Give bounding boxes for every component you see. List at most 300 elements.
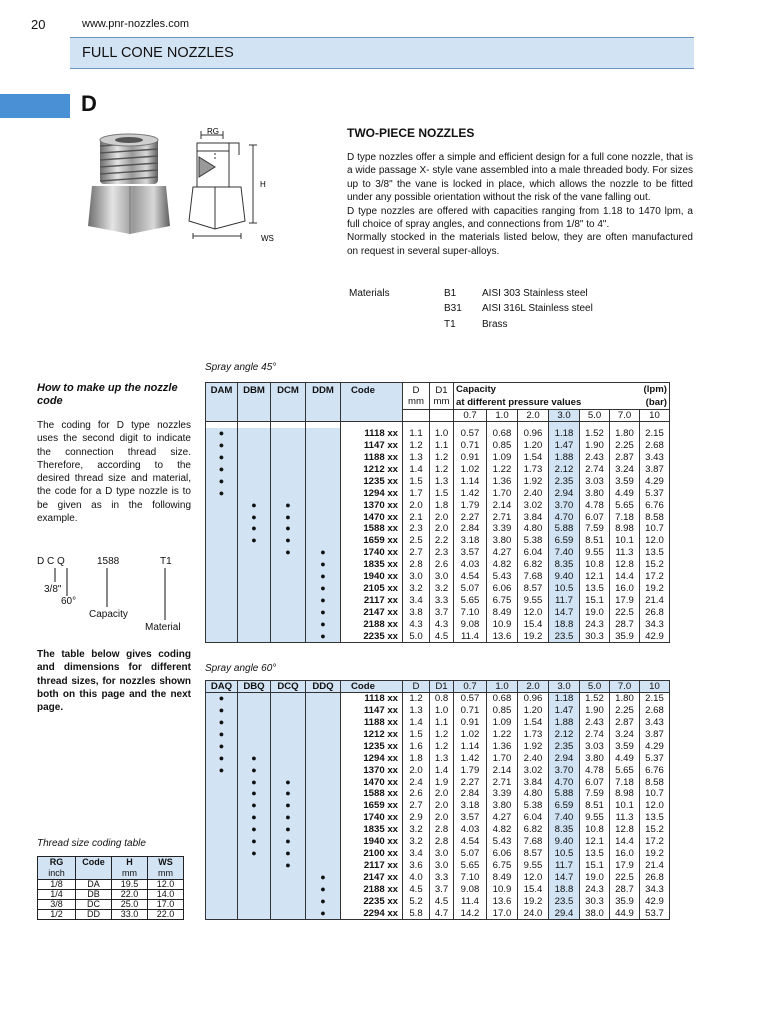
capacity-value: 6.06 [487, 583, 518, 595]
capacity-value: 7.68 [518, 836, 549, 848]
capacity-value: 0.57 [454, 693, 487, 705]
capacity-value: 0.57 [454, 428, 487, 440]
website-url[interactable]: www.pnr-nozzles.com [82, 18, 189, 30]
capacity-value: 1.14 [454, 475, 487, 487]
capacity-value: 23.5 [549, 895, 580, 907]
dimension-d: 5.0 [403, 630, 430, 642]
availability-dot [238, 428, 271, 440]
capacity-value: 1.02 [454, 728, 487, 740]
pressure-header: 3.0 [549, 681, 580, 693]
capacity-value: 10.8 [580, 559, 610, 571]
capacity-value: 4.80 [518, 788, 549, 800]
capacity-value: 5.37 [640, 752, 670, 764]
capacity-value: 4.03 [454, 824, 487, 836]
capacity-value: 1.18 [549, 693, 580, 705]
capacity-value: 6.82 [518, 559, 549, 571]
thread-cell: 1/4 [38, 890, 76, 900]
dimension-d: 3.4 [403, 848, 430, 860]
availability-dot [238, 547, 271, 559]
availability-dot [306, 776, 341, 788]
capacity-value: 15.1 [580, 860, 610, 872]
thread-table-title: Thread size coding table [37, 838, 146, 849]
pressure-header: 2.0 [518, 410, 549, 422]
dimension-d1: 2.0 [430, 812, 454, 824]
availability-dot [238, 884, 271, 896]
blank-header [403, 410, 430, 422]
dimension-d: 1.5 [403, 475, 430, 487]
capacity-value: 3.84 [518, 776, 549, 788]
materials-label: Materials [349, 288, 390, 299]
nozzle-code: 2100 xx [341, 848, 403, 860]
nozzle-code: 2188 xx [341, 619, 403, 631]
thread-cell: 12.0 [148, 880, 184, 890]
availability-dot [206, 595, 238, 607]
capacity-value: 4.27 [487, 547, 518, 559]
capacity-value: 3.03 [580, 740, 610, 752]
capacity-value: 13.5 [640, 812, 670, 824]
availability-dot [206, 559, 238, 571]
availability-dot: ● [306, 595, 341, 607]
capacity-value: 6.76 [640, 499, 670, 511]
capacity-value: 8.98 [610, 788, 640, 800]
table-row [206, 451, 670, 463]
capacity-value: 21.4 [640, 860, 670, 872]
capacity-value: 5.43 [487, 836, 518, 848]
description-text [347, 151, 693, 258]
availability-dot [271, 428, 306, 440]
page-number: 20 [31, 17, 46, 32]
capacity-value: 13.5 [580, 583, 610, 595]
capacity-value: 42.9 [640, 630, 670, 642]
capacity-value: 7.10 [454, 872, 487, 884]
capacity-value: 2.87 [610, 451, 640, 463]
capacity-value: 6.59 [549, 535, 580, 547]
availability-dot [271, 559, 306, 571]
availability-dot [238, 439, 271, 451]
availability-dot: ● [238, 535, 271, 547]
capacity-value: 14.7 [549, 872, 580, 884]
dimension-d1: 1.5 [430, 487, 454, 499]
availability-dot: ● [206, 704, 238, 716]
capacity-value: 1.79 [454, 499, 487, 511]
capacity-value: 1.22 [487, 463, 518, 475]
capacity-value: 1.47 [549, 439, 580, 451]
section-header-bar [70, 37, 694, 69]
spray-angle-45-label: Spray angle 45° [205, 362, 277, 373]
availability-dot: ● [206, 740, 238, 752]
nozzle-code: 1588 xx [341, 788, 403, 800]
header-dcq: DCQ [271, 681, 306, 693]
capacity-value: 10.9 [487, 884, 518, 896]
availability-dot [238, 716, 271, 728]
nozzle-code: 1470 xx [341, 776, 403, 788]
dimension-d: 2.9 [403, 812, 430, 824]
dimension-d: 1.3 [403, 451, 430, 463]
capacity-value: 3.18 [454, 535, 487, 547]
dimension-d1: 3.7 [430, 884, 454, 896]
availability-dot: ● [206, 487, 238, 499]
capacity-value: 10.8 [580, 824, 610, 836]
capacity-value: 8.98 [610, 523, 640, 535]
availability-dot: ● [238, 511, 271, 523]
capacity-value: 9.55 [580, 812, 610, 824]
capacity-value: 3.39 [487, 788, 518, 800]
capacity-value: 0.91 [454, 716, 487, 728]
capacity-value: 8.57 [518, 848, 549, 860]
header-dbq: DBQ [238, 681, 271, 693]
availability-dot: ● [306, 872, 341, 884]
availability-dot [238, 475, 271, 487]
capacity-value: 14.4 [610, 836, 640, 848]
availability-dot [306, 439, 341, 451]
dimension-d: 3.2 [403, 836, 430, 848]
capacity-value: 21.4 [640, 595, 670, 607]
capacity-value: 2.74 [580, 463, 610, 475]
availability-dot: ● [271, 788, 306, 800]
capacity-value: 2.27 [454, 511, 487, 523]
material-name: AISI 303 Stainless steel [482, 288, 588, 299]
capacity-value: 9.55 [518, 860, 549, 872]
capacity-value: 1.36 [487, 740, 518, 752]
table-row [206, 872, 670, 884]
capacity-value: 8.58 [640, 776, 670, 788]
capacity-value: 5.07 [454, 583, 487, 595]
capacity-value: 4.03 [454, 559, 487, 571]
capacity-value: 11.3 [610, 547, 640, 559]
thread-cell: DC [76, 900, 112, 910]
availability-dot [306, 752, 341, 764]
capacity-value: 0.68 [487, 428, 518, 440]
availability-dot [306, 728, 341, 740]
capacity-value: 13.6 [487, 895, 518, 907]
capacity-value: 4.54 [454, 836, 487, 848]
thread-cell: DD [76, 910, 112, 920]
thread-cell: 14.0 [148, 890, 184, 900]
table-row [206, 693, 670, 705]
capacity-value: 2.87 [610, 716, 640, 728]
availability-dot [271, 716, 306, 728]
availability-dot [271, 728, 306, 740]
capacity-value: 4.54 [454, 571, 487, 583]
nozzle-code: 1188 xx [341, 716, 403, 728]
capacity-value: 2.35 [549, 475, 580, 487]
nozzle-code: 2117 xx [341, 860, 403, 872]
capacity-value: 2.68 [640, 439, 670, 451]
availability-dot [238, 595, 271, 607]
pressure-header: 10 [640, 410, 670, 422]
capacity-value: 15.2 [640, 824, 670, 836]
thread-size-table [37, 856, 184, 920]
nozzle-code: 1294 xx [341, 487, 403, 499]
availability-dot [271, 740, 306, 752]
capacity-value: 6.82 [518, 824, 549, 836]
table-row [206, 740, 670, 752]
capacity-value: 2.27 [454, 776, 487, 788]
table-row [206, 836, 670, 848]
availability-dot [271, 884, 306, 896]
availability-dot: ● [271, 860, 306, 872]
availability-dot [206, 836, 238, 848]
availability-dot: ● [206, 693, 238, 705]
pressure-header: 3.0 [549, 410, 580, 422]
capacity-value: 6.07 [580, 511, 610, 523]
capacity-value: 4.27 [487, 812, 518, 824]
availability-dot: ● [306, 895, 341, 907]
dimension-d: 3.4 [403, 595, 430, 607]
capacity-value: 2.15 [640, 428, 670, 440]
capacity-value: 2.14 [487, 499, 518, 511]
availability-dot [271, 475, 306, 487]
capacity-value: 19.0 [580, 607, 610, 619]
table-row [206, 463, 670, 475]
capacity-value: 2.12 [549, 728, 580, 740]
availability-dot [238, 630, 271, 642]
availability-dot [206, 535, 238, 547]
capacity-value: 1.52 [580, 693, 610, 705]
capacity-value: 44.9 [610, 907, 640, 919]
table-row [206, 776, 670, 788]
dimension-d: 1.6 [403, 740, 430, 752]
capacity-value: 3.39 [487, 523, 518, 535]
thread-cell: 22.0 [148, 910, 184, 920]
dimension-d: 1.8 [403, 752, 430, 764]
capacity-value: 3.02 [518, 499, 549, 511]
dimension-d1: 2.0 [430, 511, 454, 523]
capacity-value: 12.1 [580, 836, 610, 848]
availability-dot: ● [206, 439, 238, 451]
capacity-value: 1.52 [580, 428, 610, 440]
availability-dot [206, 895, 238, 907]
capacity-value: 1.80 [610, 693, 640, 705]
availability-dot [238, 740, 271, 752]
availability-dot [306, 800, 341, 812]
header-d1: D1 mm [430, 383, 454, 410]
spray-angle-60-label: Spray angle 60° [205, 663, 277, 674]
availability-dot: ● [238, 752, 271, 764]
availability-dot [238, 872, 271, 884]
capacity-value: 22.5 [610, 872, 640, 884]
capacity-value: 7.10 [454, 607, 487, 619]
availability-dot [306, 428, 341, 440]
nozzle-type-letter: D [81, 91, 97, 116]
thread-cell: 3/8 [38, 900, 76, 910]
capacity-value: 1.14 [454, 740, 487, 752]
capacity-value: 2.43 [580, 451, 610, 463]
dimension-d1: 1.2 [430, 463, 454, 475]
availability-dot [238, 583, 271, 595]
availability-dot: ● [306, 907, 341, 919]
nozzle-code: 2294 xx [341, 907, 403, 919]
availability-dot: ● [238, 848, 271, 860]
pressure-header: 7.0 [610, 681, 640, 693]
dimension-d: 1.2 [403, 693, 430, 705]
capacity-value: 30.3 [580, 895, 610, 907]
capacity-value: 12.0 [518, 872, 549, 884]
dimension-d1: 3.2 [430, 583, 454, 595]
capacity-value: 23.5 [549, 630, 580, 642]
table-row [206, 860, 670, 872]
dimension-d: 1.1 [403, 428, 430, 440]
nozzle-code: 1118 xx [341, 428, 403, 440]
dimension-d1: 1.3 [430, 475, 454, 487]
availability-dot [306, 693, 341, 705]
availability-dot [206, 630, 238, 642]
capacity-value: 18.8 [549, 884, 580, 896]
dimension-d: 3.8 [403, 607, 430, 619]
capacity-value: 1.90 [580, 439, 610, 451]
capacity-value: 8.35 [549, 559, 580, 571]
capacity-value: 1.09 [487, 451, 518, 463]
table-row [206, 523, 670, 535]
capacity-value: 2.71 [487, 776, 518, 788]
availability-dot: ● [238, 800, 271, 812]
description-paragraph-1: D type nozzles offer a simple and efficient design for a full cone nozzle, that is a wide passage X- style vane assembled into a male threaded body. For sizes up to 3/8" the vane is locked in place, which allows the nozzle to be fitted under any possible orientation without the risk of the vane falling out. [347, 152, 693, 204]
availability-dot [306, 511, 341, 523]
table-row [206, 571, 670, 583]
availability-dot [206, 571, 238, 583]
capacity-value: 17.9 [610, 595, 640, 607]
dimension-d1: 1.1 [430, 716, 454, 728]
availability-dot [271, 595, 306, 607]
capacity-value: 13.5 [580, 848, 610, 860]
capacity-value: 35.9 [610, 630, 640, 642]
capacity-value: 38.0 [580, 907, 610, 919]
availability-dot [271, 764, 306, 776]
capacity-value: 3.57 [454, 547, 487, 559]
header-dam: DAM [206, 383, 238, 422]
capacity-value: 4.78 [580, 499, 610, 511]
capacity-value: 0.96 [518, 428, 549, 440]
table-row [206, 439, 670, 451]
capacity-value: 8.35 [549, 824, 580, 836]
capacity-value: 1.92 [518, 740, 549, 752]
dimension-d1: 2.8 [430, 836, 454, 848]
dimension-d: 1.2 [403, 439, 430, 451]
capacity-value: 11.4 [454, 895, 487, 907]
drawing-label-ws: WS [261, 234, 274, 243]
header-d1: D1 [430, 681, 454, 693]
availability-dot [271, 752, 306, 764]
availability-dot [306, 463, 341, 475]
availability-dot [238, 487, 271, 499]
dimension-d1: 3.0 [430, 571, 454, 583]
capacity-value: 3.59 [610, 740, 640, 752]
pressure-header: 1.0 [487, 410, 518, 422]
availability-dot [306, 704, 341, 716]
spray-60-table [205, 680, 670, 920]
availability-dot [306, 535, 341, 547]
capacity-value: 11.4 [454, 630, 487, 642]
capacity-value: 7.40 [549, 812, 580, 824]
nozzle-code: 1212 xx [341, 463, 403, 475]
dimension-d: 4.0 [403, 872, 430, 884]
blank-header [430, 410, 454, 422]
capacity-value: 5.38 [518, 535, 549, 547]
capacity-value: 17.0 [487, 907, 518, 919]
capacity-value: 12.1 [580, 571, 610, 583]
availability-dot: ● [271, 776, 306, 788]
availability-dot: ● [306, 547, 341, 559]
table-row [206, 764, 670, 776]
capacity-value: 4.49 [610, 487, 640, 499]
capacity-value: 19.2 [640, 848, 670, 860]
availability-dot [238, 463, 271, 475]
availability-dot [206, 824, 238, 836]
capacity-value: 8.51 [580, 535, 610, 547]
capacity-value: 2.25 [610, 704, 640, 716]
availability-dot [271, 571, 306, 583]
availability-dot [271, 895, 306, 907]
spray-45-table [205, 382, 670, 643]
dimension-d1: 1.2 [430, 451, 454, 463]
howto-body: The coding for D type nozzles uses the second digit to indicate the connection thread size. Therefore, according to the desired thread size and material, the code for a D type nozzle is to be given as in the following example. [37, 420, 191, 525]
availability-dot: ● [271, 499, 306, 511]
availability-dot: ● [306, 571, 341, 583]
nozzle-code: 1659 xx [341, 535, 403, 547]
header-d: D [403, 681, 430, 693]
table-row [206, 619, 670, 631]
availability-dot [271, 463, 306, 475]
availability-dot: ● [206, 451, 238, 463]
capacity-value: 24.3 [580, 619, 610, 631]
example-capacity-label: Capacity [89, 609, 128, 620]
availability-dot: ● [271, 812, 306, 824]
nozzle-code: 2235 xx [341, 630, 403, 642]
availability-dot: ● [271, 547, 306, 559]
capacity-value: 3.84 [518, 511, 549, 523]
capacity-value: 1.54 [518, 451, 549, 463]
capacity-value: 6.06 [487, 848, 518, 860]
availability-dot [271, 487, 306, 499]
dimension-d: 2.3 [403, 523, 430, 535]
dimension-d1: 1.2 [430, 740, 454, 752]
dimension-d: 2.8 [403, 559, 430, 571]
capacity-value: 22.5 [610, 607, 640, 619]
capacity-value: 35.9 [610, 895, 640, 907]
capacity-value: 8.49 [487, 607, 518, 619]
availability-dot [238, 728, 271, 740]
capacity-value: 1.54 [518, 716, 549, 728]
capacity-value: 1.80 [610, 428, 640, 440]
dimension-d: 3.2 [403, 824, 430, 836]
availability-dot: ● [306, 884, 341, 896]
howto-title: How to make up the nozzle code [37, 382, 178, 407]
nozzle-code: 2188 xx [341, 884, 403, 896]
nozzle-code: 1470 xx [341, 511, 403, 523]
nozzle-code: 1659 xx [341, 800, 403, 812]
capacity-value: 2.71 [487, 511, 518, 523]
material-code: B31 [444, 303, 462, 315]
capacity-value: 7.18 [610, 776, 640, 788]
table-row [206, 800, 670, 812]
dimension-d1: 4.3 [430, 619, 454, 631]
capacity-value: 34.3 [640, 619, 670, 631]
availability-dot [306, 860, 341, 872]
capacity-value: 13.5 [640, 547, 670, 559]
dimension-d1: 3.0 [430, 860, 454, 872]
dimension-d: 2.1 [403, 511, 430, 523]
table-row [206, 487, 670, 499]
availability-dot: ● [238, 812, 271, 824]
capacity-value: 1.42 [454, 752, 487, 764]
availability-dot: ● [306, 630, 341, 642]
table-row [206, 547, 670, 559]
availability-dot [238, 895, 271, 907]
nozzle-code: 1370 xx [341, 499, 403, 511]
availability-dot [306, 523, 341, 535]
material-name: Brass [482, 318, 508, 330]
availability-dot: ● [206, 764, 238, 776]
